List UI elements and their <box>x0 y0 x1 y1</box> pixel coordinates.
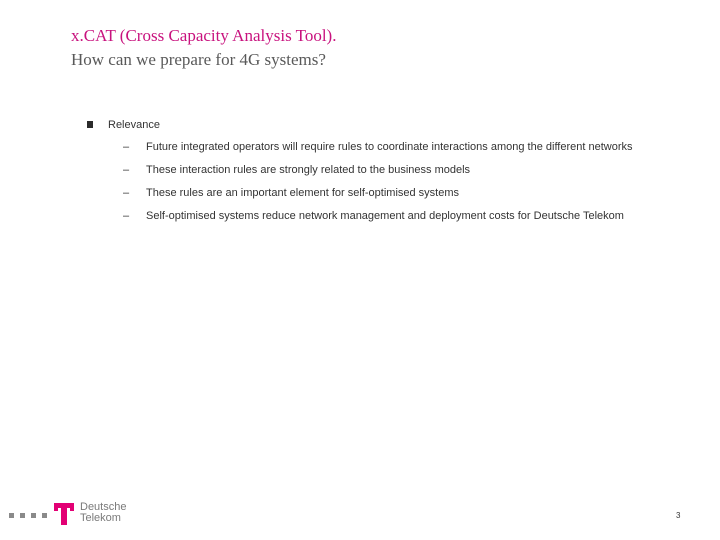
brand-line-1: Deutsche <box>80 501 127 513</box>
sub-item-text: These rules are an important element for self-optimised systems <box>146 187 460 199</box>
dash-icon: – <box>123 210 130 222</box>
dash-icon: – <box>123 187 130 199</box>
sub-item-text: Future integrated operators will require rules to coordinate interactions among the different networks <box>146 141 633 153</box>
logo-dot-icon <box>42 513 47 518</box>
dash-icon: – <box>123 164 130 176</box>
logo-dot-icon <box>20 513 25 518</box>
brand-line-2: Telekom <box>80 512 121 524</box>
bullet-label: Relevance <box>108 119 160 131</box>
slide-subtitle: How can we prepare for 4G systems? <box>71 50 326 69</box>
slide-title: x.CAT (Cross Capacity Analysis Tool). <box>71 26 337 45</box>
brand-wordmark <box>80 502 126 524</box>
dash-icon: – <box>123 141 130 153</box>
page-number: 3 <box>676 511 681 520</box>
sub-item-text: These interaction rules are strongly related to the business models <box>146 164 471 176</box>
sub-item-text: Self-optimised systems reduce network management and deployment costs for Deutsche Telekom <box>146 210 624 222</box>
deutsche-telekom-logo <box>9 500 127 526</box>
square-bullet-icon <box>87 121 93 128</box>
logo-dot-icon <box>9 513 14 518</box>
logo-dot-icon <box>31 513 36 518</box>
telekom-t-icon <box>54 503 74 525</box>
